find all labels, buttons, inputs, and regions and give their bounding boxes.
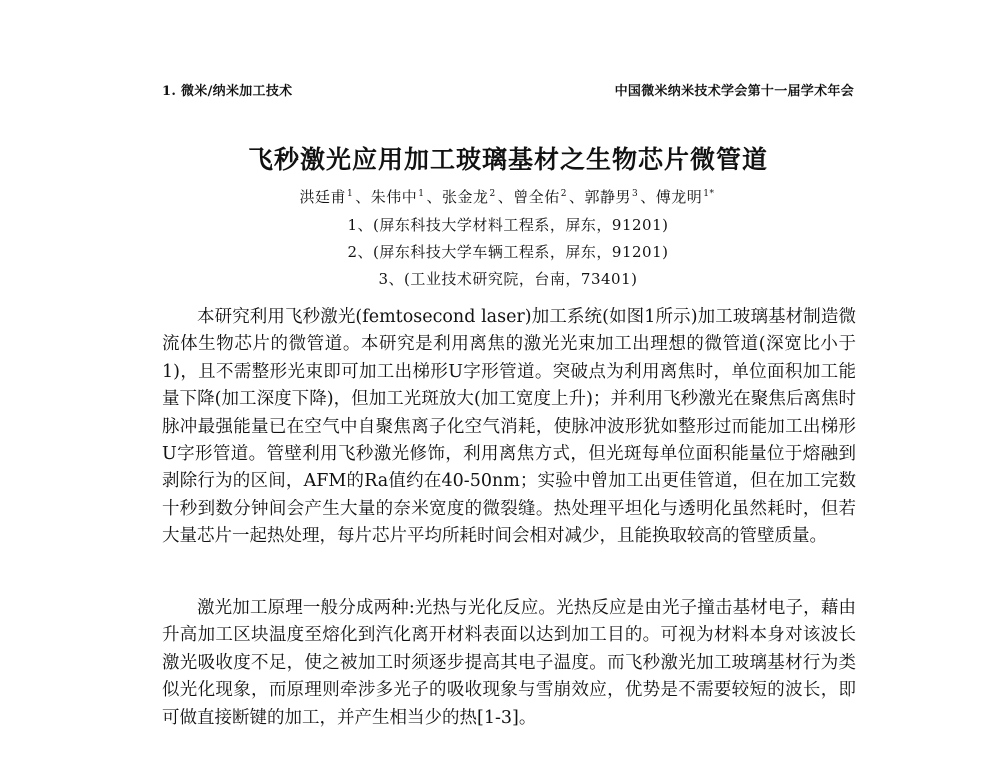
- affiliation-1: 1、(屏东科技大学材料工程系，屏东，91201): [347, 216, 669, 234]
- author-name: 郭静男: [584, 188, 632, 206]
- author-affiliation-mark: 2: [560, 189, 567, 199]
- body-paragraph-abstract: 本研究利用飞秒激光(femtosecond laser)加工系统(如图1所示)加工玻璃基材制造微流体生物芯片的微管道。本研究是利用离焦的激光光束加工出理想的微管道(深宽比小于1)，且不需整形光束即可加工出梯形U字形管道。突破点为利用离焦时，单位面积加工能量下降(加工深度下降)，但加工光斑放大(加工宽度上升)；并利用飞秒激光在聚焦后离焦时脉冲最强能量已在空气中自聚焦离子化空气消耗，使脉冲波形犹如整形过而能加工出梯形U字形管道。管壁利用飞秒激光修饰，利用离焦方式，但光斑每单位面积能量位于熔融到剥除行为的区间，AFM的Ra值约在40-50nm；实验中曾加工出更佳管道，但在加工完数十秒到数分钟间会产生大量的奈米宽度的微裂缝。热处理平坦化与透明化虽然耗时，但若大量芯片一起热处理，每片芯片平均所耗时间会相对减少，且能换取较高的管壁质量。: [162, 307, 856, 547]
- author-separator: 、: [355, 188, 371, 206]
- author-name: 曾全佑: [513, 188, 560, 206]
- paper-title: 飞秒激光应用加工玻璃基材之生物芯片微管道: [247, 145, 768, 174]
- author-name: 傅龙明: [655, 188, 703, 206]
- author-separator: 、: [497, 188, 514, 206]
- author-affiliation-mark: 1*: [703, 189, 715, 199]
- author-affiliation-mark: 1: [346, 189, 354, 199]
- author-affiliation-mark: 1: [418, 189, 425, 199]
- author-separator: 、: [426, 188, 442, 206]
- author-name: 朱伟中: [370, 188, 418, 206]
- author-name: 洪廷甫: [299, 188, 346, 206]
- affiliation-2: 2、(屏东科技大学车辆工程系，屏东，91201): [347, 243, 669, 261]
- header-conference-name: 中国微米纳米技术学会第十一届学术年会: [614, 84, 854, 99]
- author-affiliation-mark: 2: [489, 189, 496, 199]
- body-paragraph-principle: 激光加工原理一般分成两种:光热与光化反应。光热反应是由光子撞击基材电子，藉由升高加工区块温度至熔化到汽化离开材料表面以达到加工目的。可视为材料本身对该波长激光吸收度不足，使之被加工时须逐步提高其电子温度。而飞秒激光加工玻璃基材行为类似光化现象，而原理则牵涉多光子的吸收现象与雪崩效应，优势是不需要较短的波长，即可做直接断键的加工，并产生相当少的热[1-3]。: [162, 598, 856, 728]
- author-separator: 、: [569, 188, 585, 206]
- header-section-label: 1. 微米/纳米加工技术: [162, 84, 293, 99]
- author-affiliation-mark: 3: [632, 189, 639, 199]
- author-name: 张金龙: [441, 188, 489, 206]
- author-list: [150, 186, 866, 207]
- author-separator: 、: [640, 188, 656, 206]
- affiliation-3: 3、(工业技术研究院，台南，73401): [378, 270, 638, 288]
